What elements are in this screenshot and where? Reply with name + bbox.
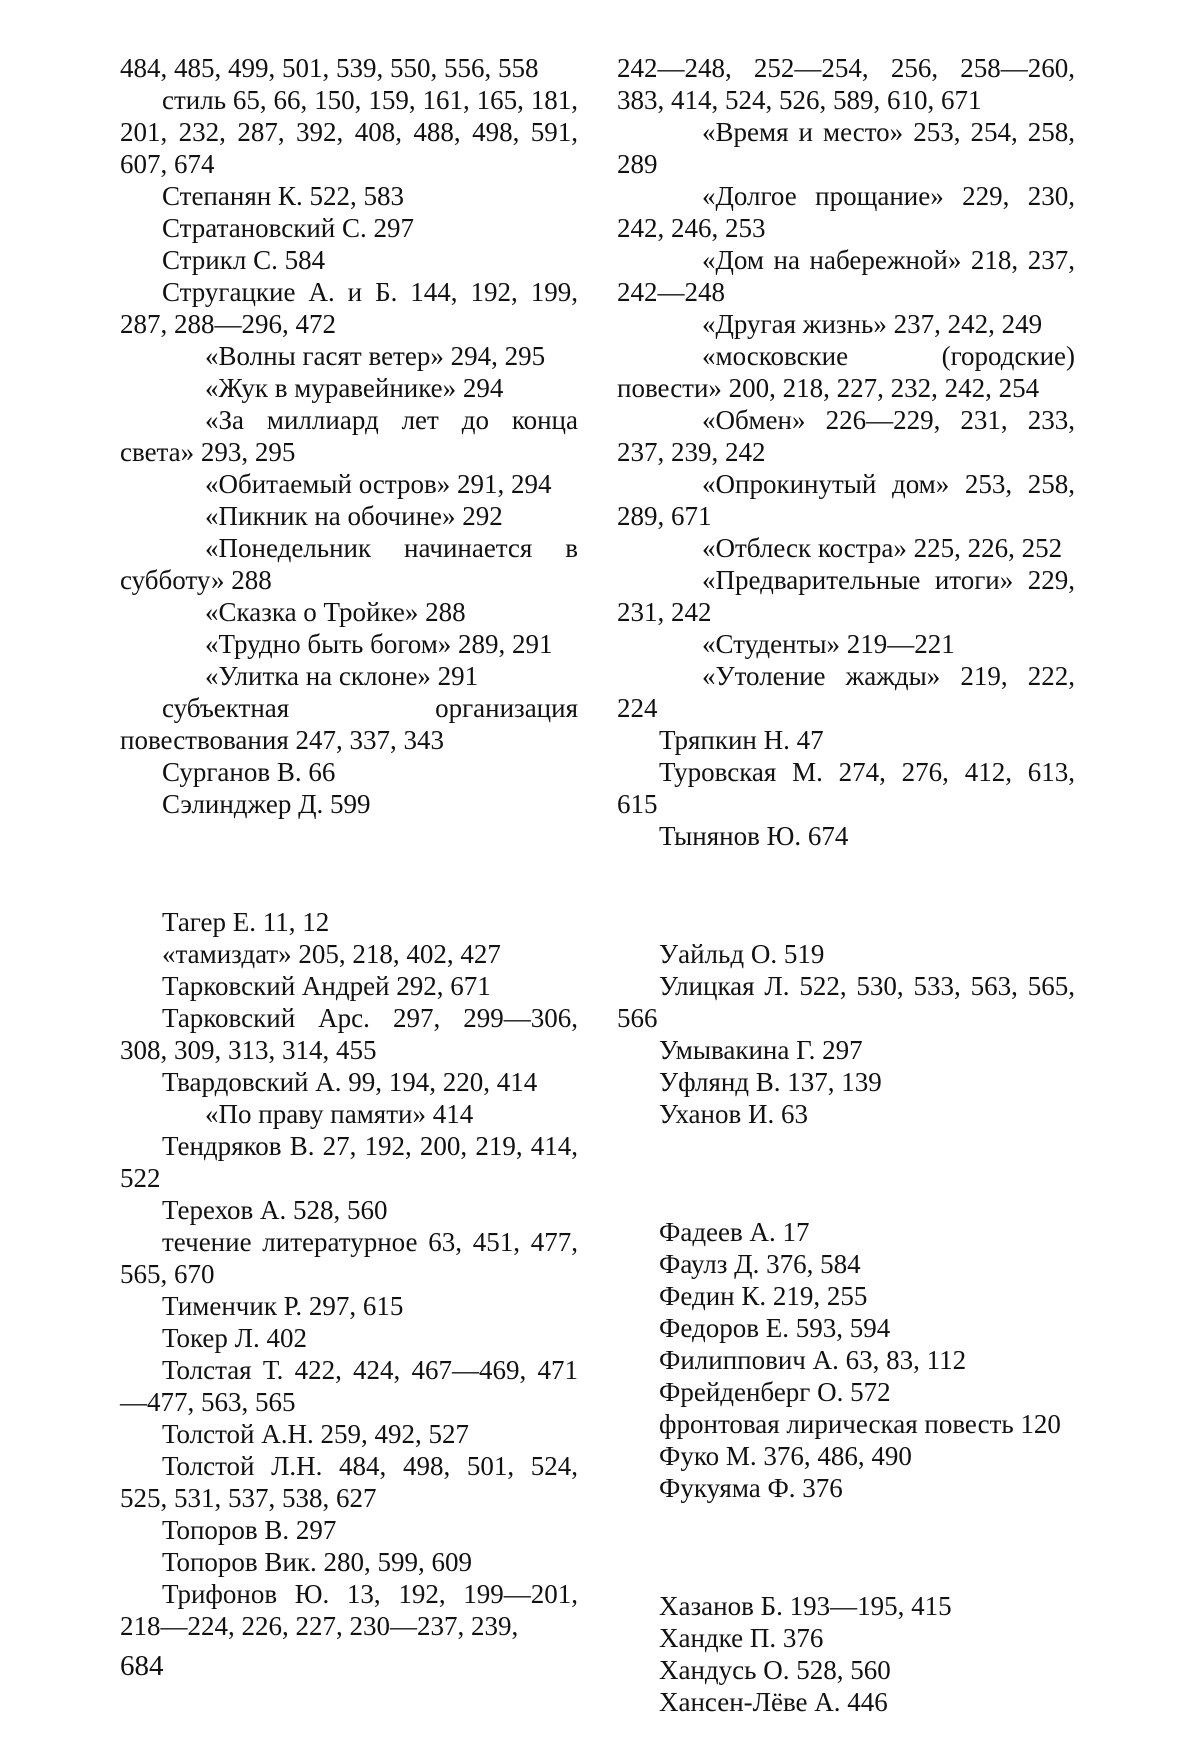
index-subentry: «Улитка на склоне» 291 bbox=[205, 661, 479, 691]
index-entry: Уханов И. 63 bbox=[659, 1099, 808, 1129]
index-subentry: «Долгое прощание» 229, 230, 242, 246, 253 bbox=[617, 181, 1075, 243]
index-subentry: «Жук в муравейнике» 294 bbox=[205, 373, 504, 403]
index-subentry: «Обмен» 226—229, 231, 233, 237, 239, 242 bbox=[617, 405, 1075, 467]
index-entry: Тендряков В. 27, 192, 200, 219, 414, 522 bbox=[120, 1131, 578, 1193]
index-entry: Токер Л. 402 bbox=[162, 1323, 307, 1353]
index-subentry: «Отблеск костра» 225, 226, 252 bbox=[702, 533, 1063, 563]
index-entry: Сурганов В. 66 bbox=[162, 757, 336, 787]
index-entry: 242—248, 252—254, 256, 258—260, 383, 414, 524, 526, 589, 610, 671 bbox=[617, 53, 1075, 115]
index-entry: Умывакина Г. 297 bbox=[659, 1035, 863, 1065]
index-entry: Уайльд О. 519 bbox=[659, 939, 825, 969]
index-entry: Тагер Е. 11, 12 bbox=[162, 907, 330, 937]
index-entry: Стратановский С. 297 bbox=[162, 213, 414, 243]
index-entry: Степанян К. 522, 583 bbox=[162, 181, 404, 211]
index-entry: Фуко М. 376, 486, 490 bbox=[659, 1441, 912, 1471]
index-entry: Тряпкин Н. 47 bbox=[659, 725, 824, 755]
index-subentry: «За миллиард лет до конца света» 293, 295 bbox=[120, 405, 578, 467]
index-subentry: «Опрокинутый дом» 253, 258, 289, 671 bbox=[617, 469, 1075, 531]
index-entry: Хандке П. 376 bbox=[659, 1623, 824, 1653]
index-subentry: «Студенты» 219—221 bbox=[702, 629, 955, 659]
index-column-right bbox=[617, 52, 1075, 1718]
index-entry: Туровская М. 274, 276, 412, 613, 615 bbox=[617, 757, 1075, 819]
index-section-gap bbox=[617, 1531, 1075, 1563]
index-subentry: «Трудно быть богом» 289, 291 bbox=[205, 629, 553, 659]
index-entry: стиль 65, 66, 150, 159, 161, 165, 181, 201, 232, 287, 392, 408, 488, 498, 591, 607, 674 bbox=[120, 85, 578, 179]
index-entry: Фадеев А. 17 bbox=[659, 1217, 810, 1247]
index-entry: Филиппович А. 63, 83, 112 bbox=[659, 1345, 967, 1375]
index-entry: Толстой А.Н. 259, 492, 527 bbox=[162, 1419, 469, 1449]
index-entry: Хазанов Б. 193—195, 415 bbox=[659, 1591, 952, 1621]
page-number: 684 bbox=[120, 1650, 164, 1682]
index-entry: Фрейденберг О. 572 bbox=[659, 1377, 891, 1407]
index-entry: Сэлинджер Д. 599 bbox=[162, 789, 371, 819]
index-entry: Топоров В. 297 bbox=[162, 1515, 337, 1545]
index-entry: Уфлянд В. 137, 139 bbox=[659, 1067, 882, 1097]
index-entry: Толстая Т. 422, 424, 467—469, 471—477, 563, 565 bbox=[120, 1355, 578, 1417]
index-entry: Стругацкие А. и Б. 144, 192, 199, 287, 288—296, 472 bbox=[120, 277, 578, 339]
index-subentry: «Предварительные итоги» 229, 231, 242 bbox=[617, 565, 1075, 627]
index-subentry: «Время и место» 253, 254, 258, 289 bbox=[617, 117, 1075, 179]
index-subentry: «Утоление жажды» 219, 222, 224 bbox=[617, 661, 1075, 723]
index-entry: Федоров Е. 593, 594 bbox=[659, 1313, 891, 1343]
index-entry: течение литературное 63, 451, 477, 565, 670 bbox=[120, 1227, 578, 1289]
index-subentry: «По праву памяти» 414 bbox=[205, 1099, 474, 1129]
index-entry: Топоров Вик. 280, 599, 609 bbox=[162, 1547, 472, 1577]
index-entry: Терехов А. 528, 560 bbox=[162, 1195, 388, 1225]
index-entry: Стрикл С. 584 bbox=[162, 245, 326, 275]
index-entry: Хандусь О. 528, 560 bbox=[659, 1655, 891, 1685]
index-subentry: «Пикник на обочине» 292 bbox=[205, 501, 503, 531]
index-entry: Твардовский А. 99, 194, 220, 414 bbox=[162, 1067, 538, 1097]
index-entry: Тименчик Р. 297, 615 bbox=[162, 1291, 404, 1321]
index-entry: Хансен-Лёве А. 446 bbox=[659, 1687, 888, 1717]
index-entry: Толстой Л.Н. 484, 498, 501, 524, 525, 531, 537, 538, 627 bbox=[120, 1451, 578, 1513]
index-entry: Трифонов Ю. 13, 192, 199—201, 218—224, 226, 227, 230—237, 239, bbox=[120, 1579, 578, 1641]
index-entry: Фаулз Д. 376, 584 bbox=[659, 1249, 861, 1279]
index-section-gap bbox=[120, 847, 578, 879]
index-entry: 484, 485, 499, 501, 539, 550, 556, 558 bbox=[120, 53, 539, 83]
index-subentry: «Другая жизнь» 237, 242, 249 bbox=[702, 309, 1043, 339]
index-section-gap bbox=[617, 879, 1075, 911]
index-entry: Тынянов Ю. 674 bbox=[659, 821, 849, 851]
index-entry: Улицкая Л. 522, 530, 533, 563, 565, 566 bbox=[617, 971, 1075, 1033]
index-subentry: «Сказка о Тройке» 288 bbox=[205, 597, 466, 627]
index-column-left bbox=[120, 52, 578, 1642]
index-subentry: «Дом на набережной» 218, 237, 242—248 bbox=[617, 245, 1075, 307]
index-subentry: «московские (городские) повести» 200, 218, 227, 232, 242, 254 bbox=[617, 341, 1075, 403]
index-subentry: «Волны гасят ветер» 294, 295 bbox=[205, 341, 546, 371]
index-entry: Федин К. 219, 255 bbox=[659, 1281, 868, 1311]
index-section-gap bbox=[617, 1157, 1075, 1189]
index-entry: Тарковский Андрей 292, 671 bbox=[162, 971, 491, 1001]
index-entry: субъектная организация повествования 247, 337, 343 bbox=[120, 693, 578, 755]
index-subentry: «Обитаемый остров» 291, 294 bbox=[205, 469, 552, 499]
index-entry: «тамиздат» 205, 218, 402, 427 bbox=[162, 939, 501, 969]
index-subentry: «Понедельник начинается в субботу» 288 bbox=[120, 533, 578, 595]
index-entry: Тарковский Арс. 297, 299—306, 308, 309, 313, 314, 455 bbox=[120, 1003, 578, 1065]
index-entry: Фукуяма Ф. 376 bbox=[659, 1473, 843, 1503]
index-entry: фронтовая лирическая повесть 120 bbox=[659, 1409, 1061, 1439]
